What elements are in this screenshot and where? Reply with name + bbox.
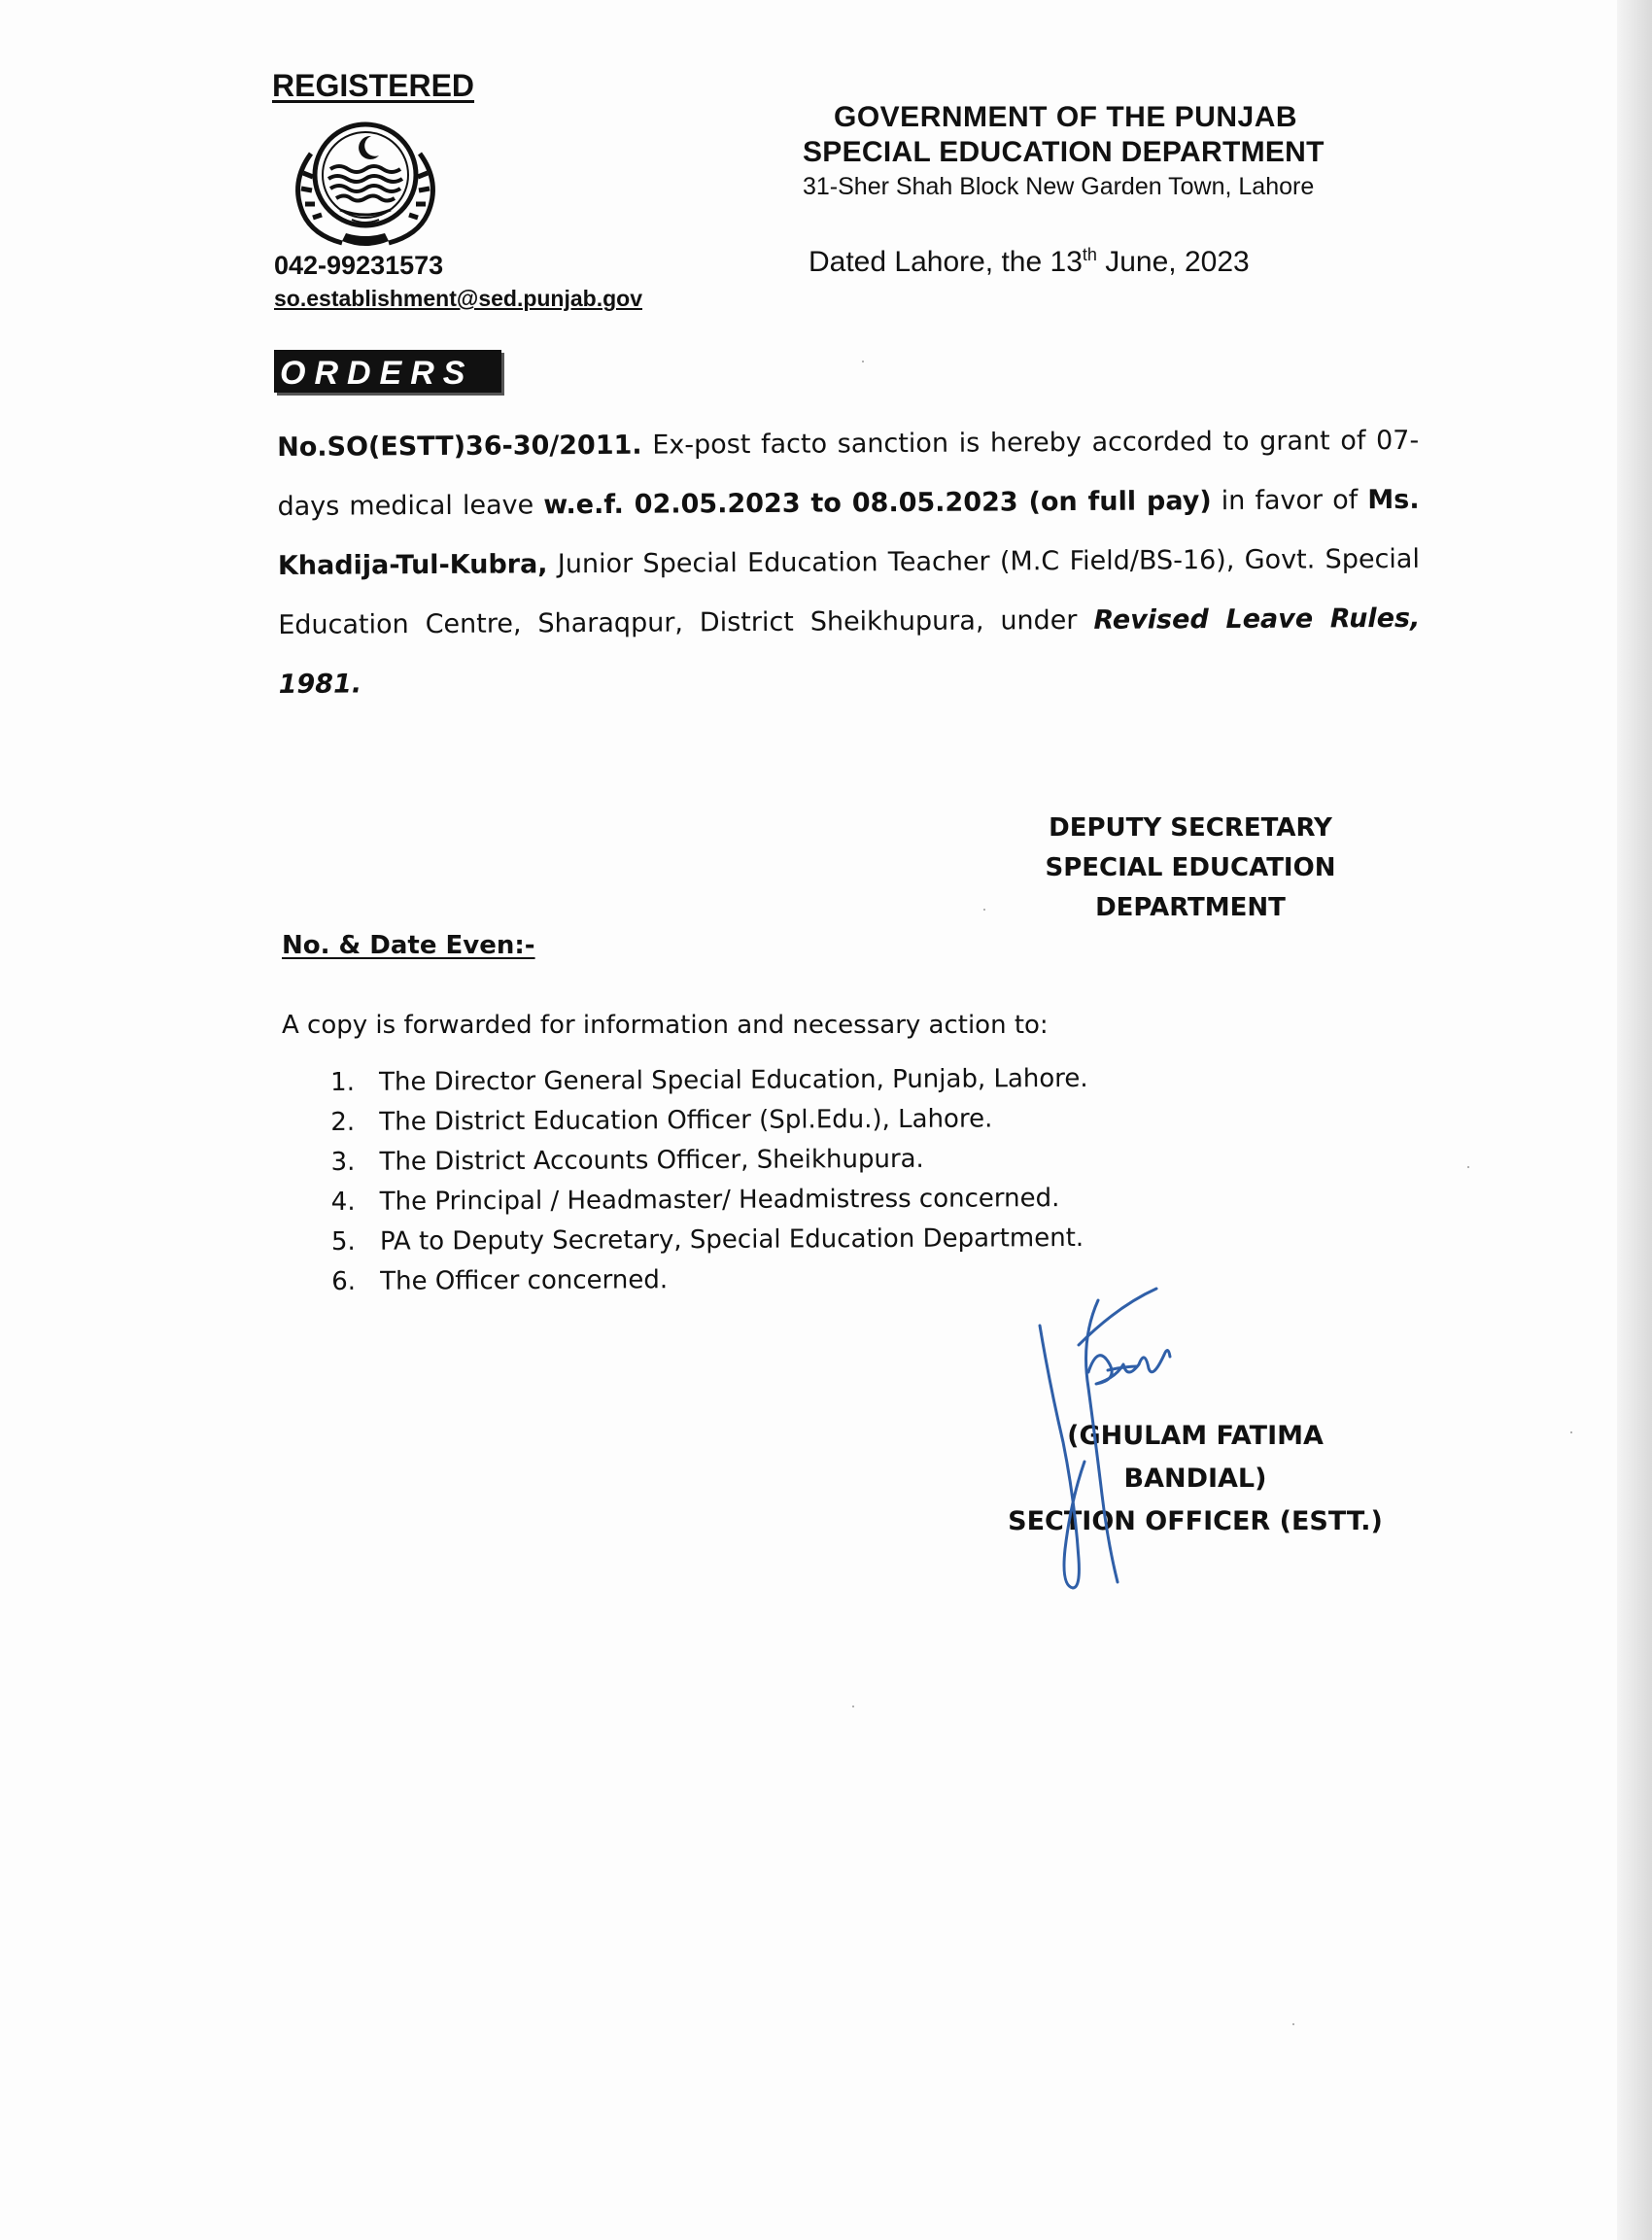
- list-item: [330, 1099, 1088, 1143]
- list-number: 5.: [330, 1226, 356, 1257]
- order-paragraph: [277, 411, 1421, 714]
- deputy-line-2: SPECIAL EDUCATION: [1045, 853, 1336, 882]
- reference-number: No.SO(ESTT)36-30/2011.: [277, 430, 642, 463]
- dated-prefix: Dated Lahore, the 13: [809, 246, 1083, 278]
- list-text: The Officer concerned.: [380, 1265, 669, 1296]
- phone-number: 042-99231573: [274, 251, 444, 280]
- copy-intro: A copy is forwarded for information and necessary action to:: [282, 1011, 1049, 1040]
- body-text-1: Ex-post facto sanction is hereby accorded to grant of 07-days medical leave: [277, 425, 1420, 522]
- signer-name: (GHULAM FATIMA BANDIAL): [1067, 1421, 1324, 1494]
- employee-name: Ms. Khadija-Tul-Kubra,: [277, 484, 1420, 581]
- list-text: PA to Deputy Secretary, Special Education Department.: [379, 1223, 1084, 1257]
- list-text: The District Education Officer (Spl.Edu.), Lahore.: [379, 1104, 993, 1137]
- list-text: The Director General Special Education, Punjab, Lahore.: [379, 1063, 1088, 1097]
- list-number: 6.: [331, 1266, 357, 1296]
- copy-list: [330, 1059, 1089, 1302]
- dated-suffix: June, 2023: [1096, 246, 1250, 278]
- deputy-line-1: DEPUTY SECRETARY: [1049, 813, 1332, 843]
- leave-dates: w.e.f. 02.05.2023 to 08.05.2023 (on full pay): [543, 486, 1212, 521]
- deputy-line-3: DEPARTMENT: [1095, 893, 1286, 922]
- dated-sup: th: [1082, 245, 1097, 264]
- department-title: SPECIAL EDUCATION DEPARTMENT: [803, 136, 1325, 168]
- department-address: 31-Sher Shah Block New Garden Town, Lahore: [803, 173, 1315, 200]
- list-item: [330, 1139, 1088, 1183]
- list-text: The Principal / Headmaster/ Headmistress concerned.: [379, 1184, 1060, 1217]
- list-text: The District Accounts Officer, Sheikhupura.: [379, 1144, 924, 1177]
- list-number: 1.: [330, 1067, 355, 1097]
- list-item: [331, 1219, 1089, 1262]
- deputy-secretary-block: [1030, 809, 1351, 928]
- scan-edge: [1617, 0, 1652, 2240]
- list-item: [331, 1258, 1089, 1302]
- registered-label: REGISTERED: [272, 68, 475, 103]
- signer-title: SECTION OFFICER (ESTT.): [1008, 1506, 1383, 1536]
- government-title: GOVERNMENT OF THE PUNJAB: [834, 101, 1298, 133]
- body-text-3: Junior Special Education Teacher (M.C Field/BS-16), Govt. Special Education Centre, Sharaqpur, District Sheikhupura, under: [278, 543, 1421, 640]
- email-address: so.establishment@sed.punjab.gov: [274, 286, 642, 311]
- no-date-even: No. & Date Even:-: [282, 931, 535, 960]
- list-item: [330, 1059, 1088, 1103]
- punjab-emblem-icon: [282, 115, 449, 253]
- leave-rules: Revised Leave Rules, 1981.: [278, 603, 1421, 700]
- signature-icon: [1020, 1283, 1234, 1594]
- dated-line: [809, 245, 1250, 279]
- list-number: 4.: [330, 1187, 356, 1217]
- body-text-2: in favor of: [1211, 485, 1368, 517]
- list-number: 3.: [330, 1147, 356, 1177]
- list-item: [331, 1179, 1089, 1223]
- orders-heading: ORDERS: [274, 350, 501, 393]
- list-number: 2.: [330, 1107, 356, 1137]
